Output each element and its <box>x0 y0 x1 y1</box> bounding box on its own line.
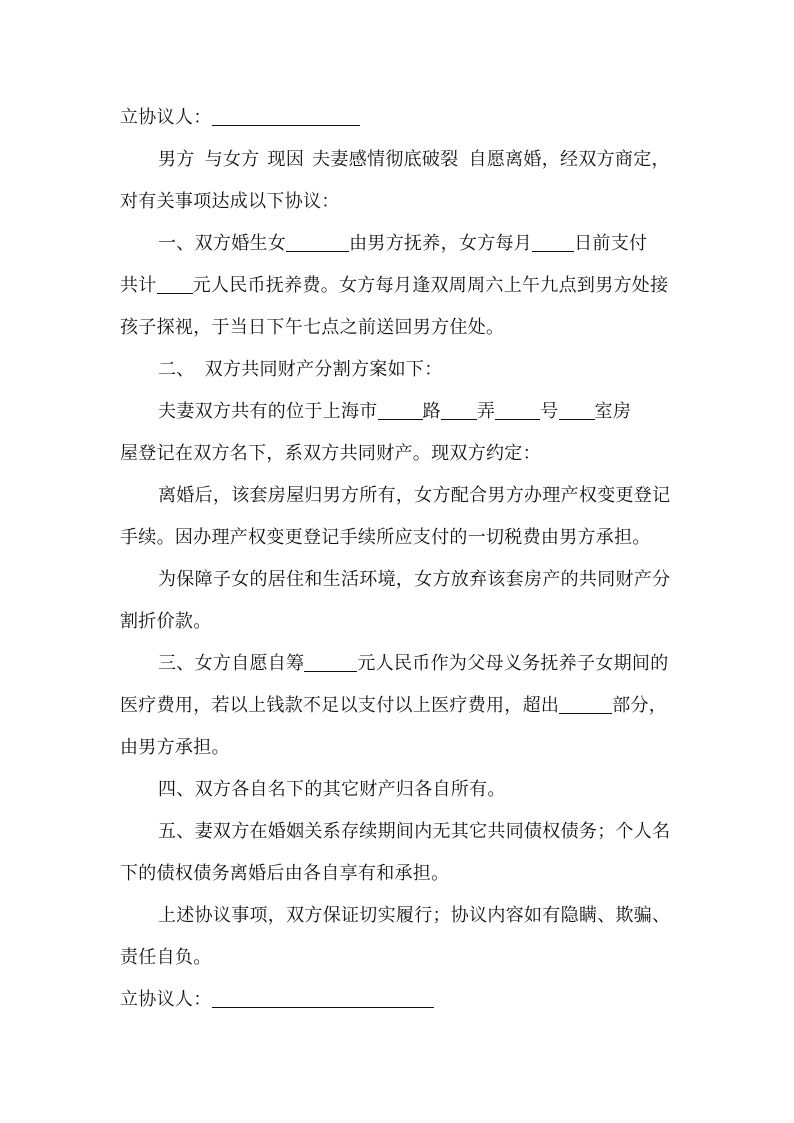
closing-line-1: 上述协议事项，双方保证切实履行；协议内容如有隐瞒、欺骗、 <box>158 905 671 926</box>
support-amount-blank <box>157 277 193 294</box>
intro-text-wife: 与女方 <box>204 149 260 170</box>
clause3-text-d: 部分， <box>612 695 668 716</box>
medical-fund-blank <box>304 655 357 672</box>
clause3-line-2 <box>120 694 667 718</box>
clause2-p1-line-1 <box>158 400 631 424</box>
clause1-text-visit: 元人民币抚养费。女方每月逢双周周六上午九点到男方处接 <box>192 275 669 296</box>
intro-text-breakdown: 夫妻感情彻底破裂 <box>312 149 459 170</box>
clause2-p3-line-1: 为保障子女的居住和生活环境，女方放弃该套房产的共同财产分 <box>158 569 671 590</box>
signatory-label-bottom: 立协议人： <box>120 989 212 1010</box>
clause2-p3-line-2: 割折价款。 <box>120 611 212 632</box>
clause2-number: 二、 <box>158 359 195 380</box>
clause5-line-1: 五、妻双方在婚姻关系存续期间内无其它共同债权债务；个人名 <box>158 821 671 842</box>
intro-line-2: 对有关事项达成以下协议： <box>120 191 340 212</box>
clause2-p2-line-1: 离婚后，该套房屋归男方所有，女方配合男方办理产权变更登记 <box>158 485 671 506</box>
lane-blank <box>441 403 477 420</box>
closing-line-2: 责任自负。 <box>120 947 212 968</box>
signatory-line-bottom <box>120 988 434 1012</box>
clause5-line-2: 下的债权债务离婚后由各自享有和承担。 <box>120 863 450 884</box>
intro-text-now: 现因 <box>267 149 305 170</box>
clause2-title <box>158 358 443 382</box>
excess-blank <box>559 697 612 714</box>
address-text-room: 室房 <box>594 401 632 422</box>
clause4-line: 四、双方各自名下的其它财产归各自所有。 <box>158 779 506 800</box>
signatory-blank <box>212 109 360 126</box>
intro-line-1 <box>158 148 670 172</box>
clause3-text-b: 元人民币作为父母义务抚养子女期间的 <box>357 653 669 674</box>
clause1-line-2 <box>120 274 668 298</box>
clause1-line-3: 孩子探视，于当日下午七点之前送回男方住处。 <box>120 317 505 338</box>
number-blank <box>495 403 540 420</box>
clause1-text-total: 共计 <box>120 275 157 296</box>
payment-day-blank <box>532 235 574 252</box>
clause1-text-c: 日前支付 <box>574 233 648 254</box>
clause3-text-c: 医疗费用，若以上钱款不足以支付以上医疗费用，超出 <box>120 695 560 716</box>
road-blank <box>378 403 423 420</box>
clause2-p2-line-2: 手续。因办理产权变更登记手续所应支付的一切税费由男方承担。 <box>120 527 651 548</box>
address-text-number: 号 <box>540 401 559 422</box>
daughter-name-blank <box>286 235 349 252</box>
room-blank <box>559 403 595 420</box>
clause3-line-1 <box>158 652 669 676</box>
address-text-lane: 弄 <box>476 401 496 422</box>
clause2-p1-line-2: 屋登记在双方名下，系双方共同财产。现双方约定： <box>120 443 541 464</box>
clause3-line-3: 由男方承担。 <box>120 737 230 758</box>
signatory-label: 立协议人： <box>120 107 212 128</box>
clause3-text-a: 三、女方自愿自筹 <box>158 653 305 674</box>
intro-text-husband: 男方 <box>158 149 195 170</box>
signatory-blank-bottom <box>212 991 434 1008</box>
clause1-text-a: 一、双方婚生女 <box>158 233 287 254</box>
signatory-line-top <box>120 106 360 130</box>
clause1-line-1 <box>158 232 647 256</box>
clause2-heading: 双方共同财产分割方案如下： <box>204 359 443 380</box>
address-text-road: 路 <box>422 401 441 422</box>
address-text-city: 夫妻双方共有的位于上海市 <box>158 401 378 422</box>
intro-text-consent: 自愿离婚，经双方商定， <box>468 149 670 170</box>
clause1-text-b: 由男方抚养，女方每月 <box>349 233 533 254</box>
